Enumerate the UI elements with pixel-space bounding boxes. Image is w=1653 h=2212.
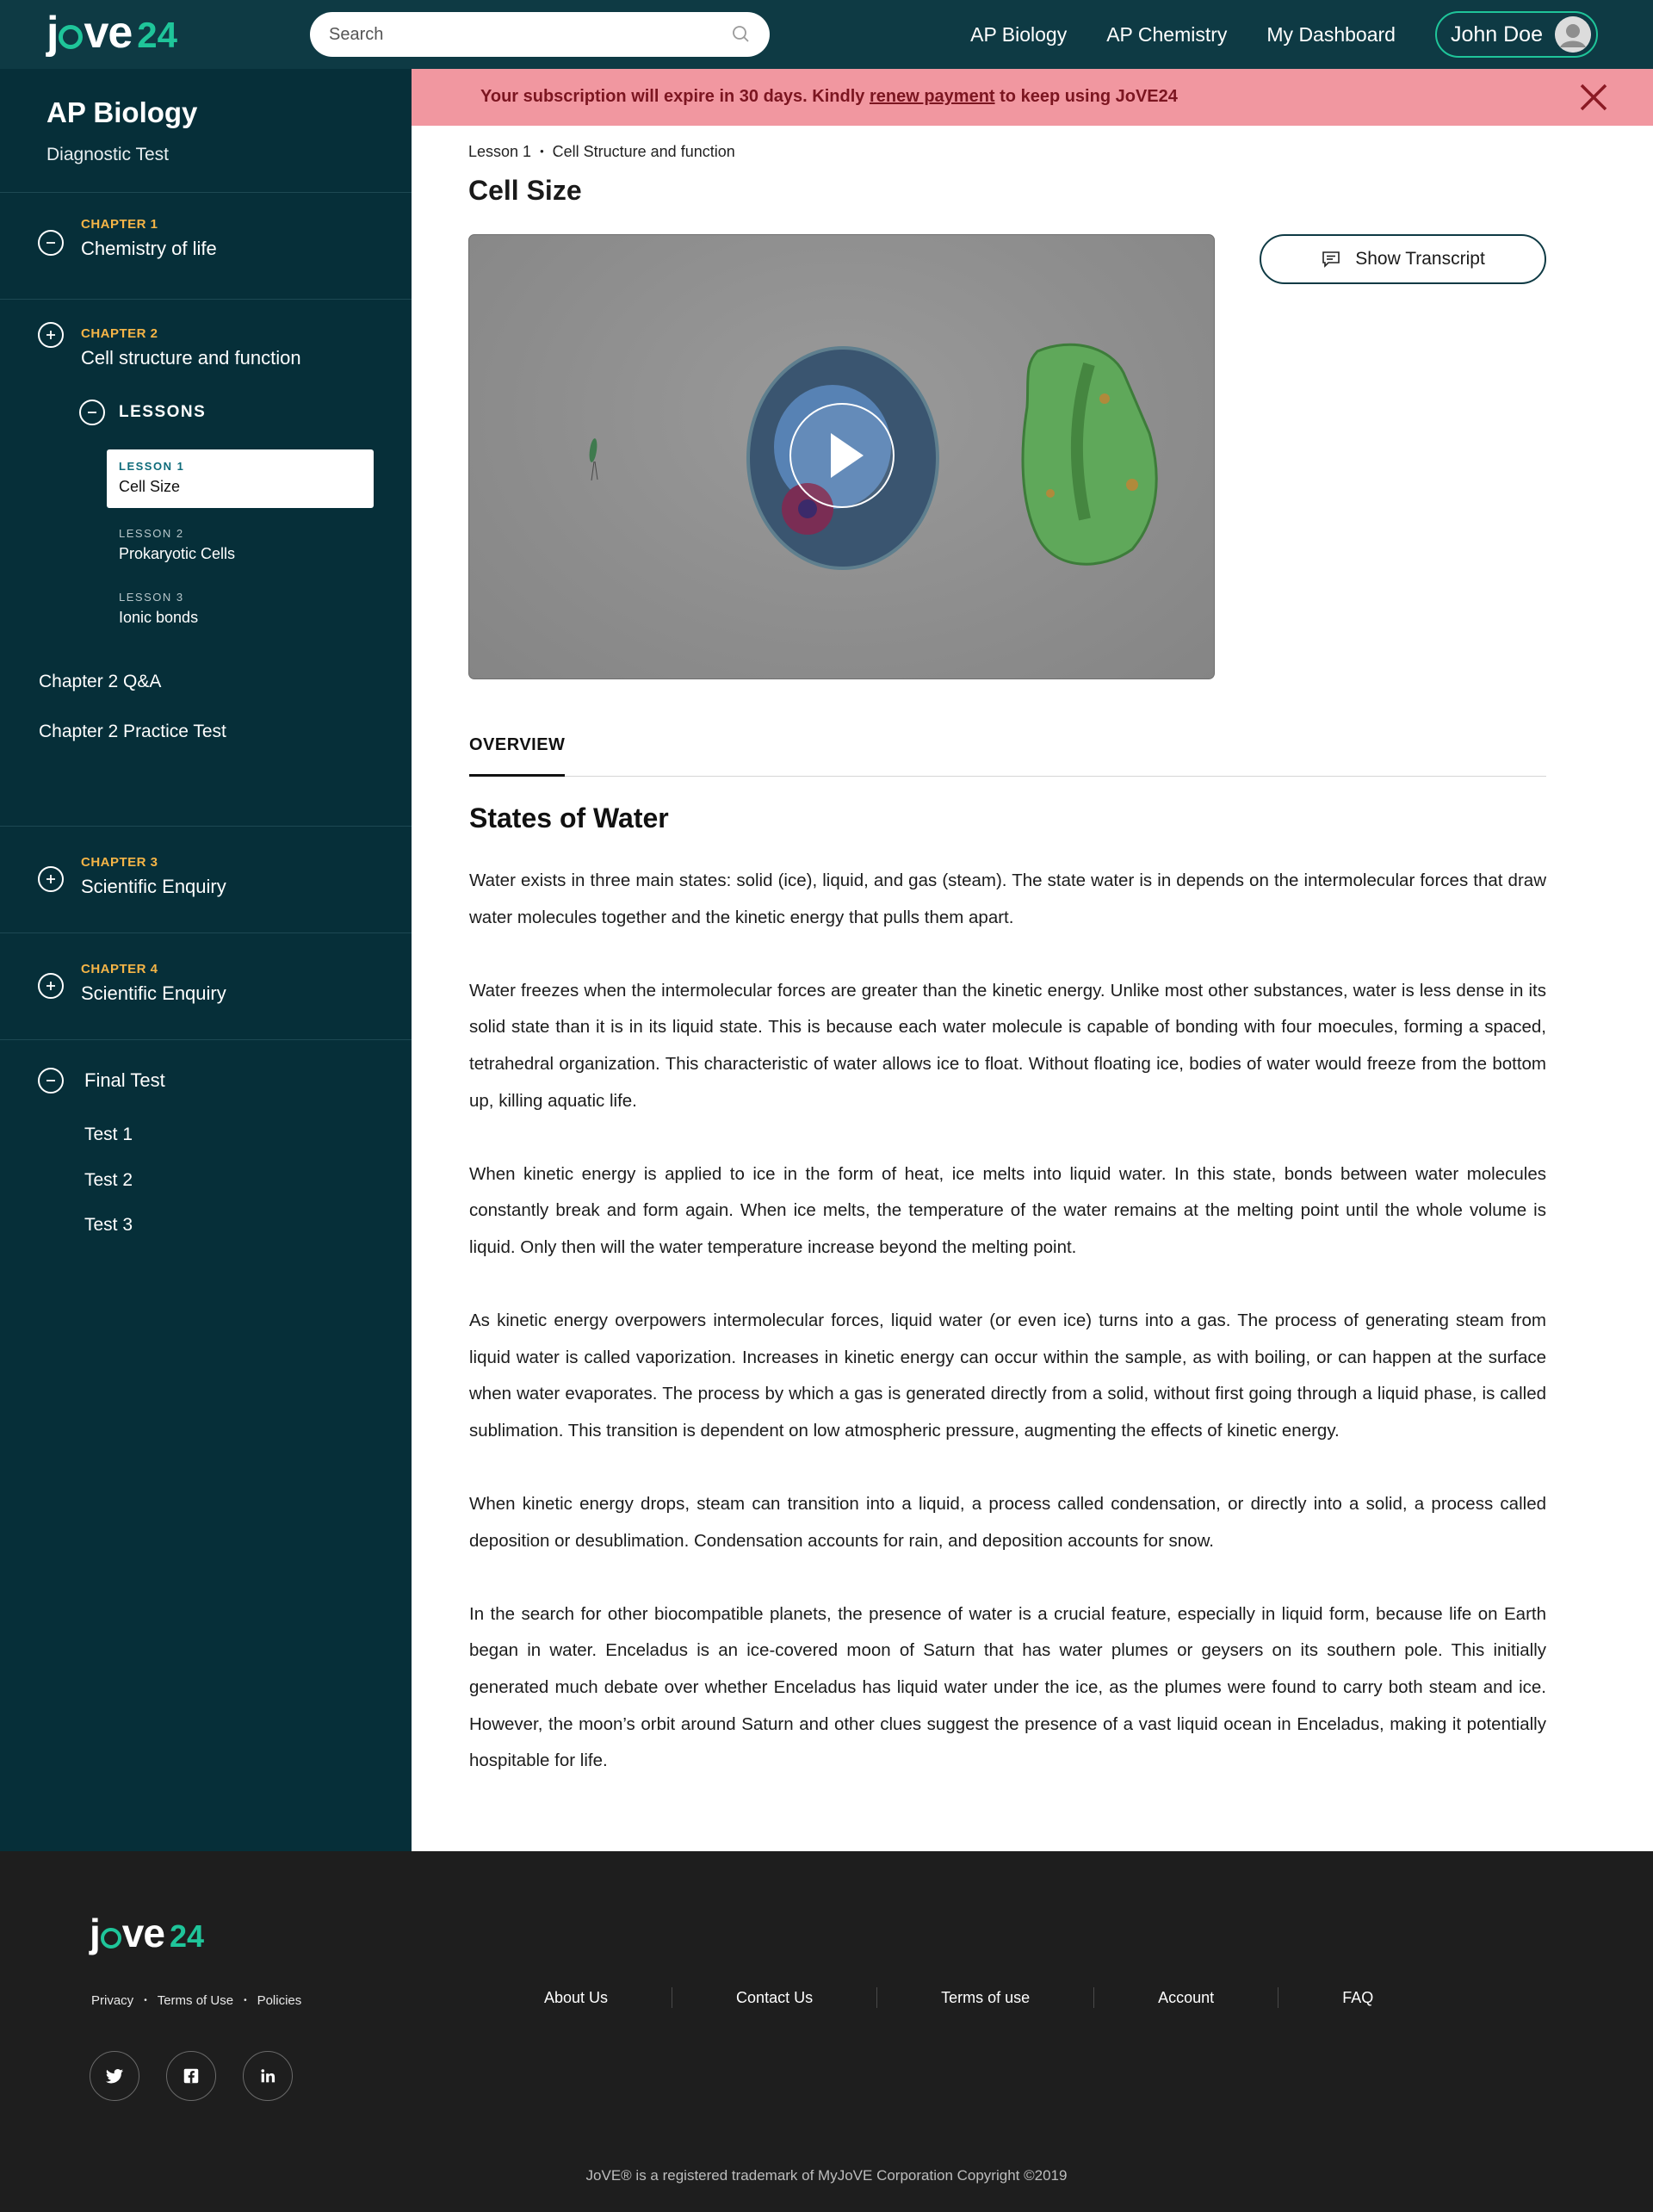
transcript-button-label: Show Transcript — [1355, 249, 1485, 269]
article-paragraph: When kinetic energy is applied to ice in the form of heat, ice melts into liquid water. In this state, bonds between water molecules constantly break and form again. When ice melts, the temperature of the water remains at the melting point until the whole volume is liquid. Only then will the water temperature increase beyond the melting point. — [469, 1163, 1546, 1257]
chapter-name: Scientific Enquiry — [81, 982, 226, 1004]
linkedin-button[interactable] — [243, 2051, 293, 2101]
lesson-tag: LESSON 2 — [119, 527, 184, 540]
dot-separator: • — [144, 1996, 147, 2005]
page-title: Cell Size — [468, 175, 582, 206]
article-paragraph: Water exists in three main states: solid (ice), liquid, and gas (steam). The state water is in depends on the intermolecular forces that draw water molecules together and the kinetic energy that pulls them apart. — [469, 871, 1546, 927]
article-paragraph: As kinetic energy overpowers intermolecular forces, liquid water (or even ice) turns into a gas. The process of generating steam from liquid water is called vaporization. Increases in kinetic energy can occur within the sample, as with boiling, or can happen at the surface when water evaporates. The process by which a gas is generated directly from a solid, without first going through a liquid phase, is called sublimation. This transition is dependent on low atmospheric pressure, augmenting the effects of kinetic energy. — [469, 1310, 1546, 1441]
twitter-button[interactable] — [90, 2051, 139, 2101]
final-test-heading[interactable]: Final Test — [84, 1069, 165, 1091]
privacy-link[interactable]: Privacy — [91, 1993, 134, 2008]
footer-contact-us-link[interactable]: Contact Us — [672, 1987, 876, 2008]
plus-icon — [44, 328, 58, 342]
transcript-chat-icon — [1321, 249, 1341, 270]
banner-message — [480, 87, 1178, 107]
renew-payment-link[interactable]: renew payment — [869, 87, 995, 106]
lesson-name: Cell Size — [119, 478, 181, 495]
nav-my-dashboard[interactable]: My Dashboard — [1266, 22, 1396, 46]
video-player[interactable] — [468, 234, 1215, 679]
plant-cell-illustration — [1023, 344, 1156, 564]
sidebar-lesson-3[interactable] — [107, 591, 374, 627]
site-footer — [0, 1851, 1653, 2212]
course-header — [0, 69, 412, 193]
sidebar-chapter-4[interactable] — [0, 933, 412, 1040]
article-paragraph: When kinetic energy drops, steam can transition into a liquid, a process called condensation, or directly into a solid, a process called deposition or desublimation. Condensation accounts for rain, and deposition accounts for snow. — [469, 1494, 1546, 1551]
expand-chapter-2-button[interactable] — [38, 322, 64, 348]
facebook-button[interactable] — [166, 2051, 216, 2101]
section-title: States of Water — [469, 802, 669, 833]
search-icon[interactable] — [730, 24, 751, 45]
sidebar-chapter-3[interactable] — [0, 827, 412, 933]
jove24-logo[interactable]: j ve 24 — [46, 8, 178, 58]
terms-of-use-link[interactable]: Terms of Use — [157, 1993, 234, 2008]
course-title: AP Biology — [46, 96, 198, 128]
video-thumbnail — [469, 235, 1215, 679]
breadcrumb-separator: • — [540, 145, 544, 158]
minus-icon — [85, 406, 99, 419]
facebook-icon — [182, 2066, 201, 2085]
footer-terms-link[interactable]: Terms of use — [876, 1987, 1093, 2008]
content-tabs — [469, 732, 1546, 777]
chapter-label: CHAPTER 1 — [81, 217, 158, 232]
breadcrumb — [468, 143, 735, 161]
breadcrumb-topic[interactable]: Cell Structure and function — [552, 143, 735, 160]
article-paragraph: In the search for other biocompatible planets, the presence of water is a crucial feature, especially in liquid form, because life on Earth began in water. Enceladus is an ice-covered moon of Saturn that has water plumes or geysers on its southern pole. This initially generated much debate over whether Enceladus has liquid water under the ice, as the plumes were found to carry both steam and ice. However, the moon’s orbit around Saturn and other clues suggest the presence of a vast liquid ocean in Enceladus, making it potentially hospitable for life. — [469, 1603, 1546, 1771]
chapter-name: Scientific Enquiry — [81, 876, 226, 897]
chapter-label: CHAPTER 2 — [81, 326, 158, 341]
plus-icon — [44, 872, 58, 886]
sidebar-lesson-2[interactable] — [107, 527, 374, 563]
legal-links — [91, 1993, 301, 2008]
show-transcript-button[interactable] — [1260, 234, 1546, 284]
lesson-name: Ionic bonds — [119, 609, 199, 626]
play-icon[interactable] — [790, 404, 894, 507]
linkedin-icon — [258, 2066, 277, 2085]
course-sidebar — [0, 69, 412, 1851]
footer-nav — [510, 1987, 1437, 2008]
footer-account-link[interactable]: Account — [1093, 1987, 1278, 2008]
top-navigation-bar — [0, 0, 1653, 69]
policies-link[interactable]: Policies — [257, 1993, 302, 2008]
lesson-name: Prokaryotic Cells — [119, 545, 236, 562]
bacterium-illustration — [588, 438, 598, 480]
plus-icon — [44, 979, 58, 993]
chapter-name: Cell structure and function — [81, 347, 301, 369]
final-test-3-link[interactable]: Test 3 — [84, 1215, 133, 1235]
sidebar-lesson-1-active[interactable] — [107, 449, 374, 508]
subscription-warning-banner — [412, 69, 1653, 126]
final-test-1-link[interactable]: Test 1 — [84, 1125, 133, 1144]
expand-chapter-3-button[interactable] — [38, 866, 64, 892]
search-input[interactable] — [329, 25, 730, 45]
chapter-2-qa-link[interactable]: Chapter 2 Q&A — [39, 672, 162, 691]
course-subtitle[interactable]: Diagnostic Test — [46, 145, 170, 164]
collapse-lessons-button[interactable] — [79, 400, 105, 425]
collapse-final-test-button[interactable] — [38, 1068, 64, 1094]
user-avatar-icon — [1555, 16, 1591, 53]
nav-ap-chemistry[interactable]: AP Chemistry — [1106, 22, 1228, 46]
article-paragraph: Water freezes when the intermolecular forces are greater than the kinetic energy. Unlike most other substances, water is less dense in its solid state than it is in its liquid state. This is because each water molecule is capable of bonding with four moecules, forming a spaced, tetrahedral organization. This characteristic of water allows ice to float. Without floating ice, bodies of water would freeze from the bottom up, killing aquatic life. — [469, 980, 1546, 1111]
chapter-2-practice-test-link[interactable]: Chapter 2 Practice Test — [39, 722, 226, 741]
overview-article — [469, 863, 1546, 1816]
user-name: John Doe — [1450, 22, 1543, 46]
nav-ap-biology[interactable]: AP Biology — [970, 22, 1068, 46]
banner-text: Your subscription will expire in 30 days. Kindly — [480, 87, 870, 106]
search-bar — [310, 12, 770, 57]
logo-o-bubble — [101, 1928, 121, 1949]
sidebar-chapter-2[interactable] — [0, 300, 412, 827]
sidebar-chapter-1[interactable] — [0, 193, 412, 300]
minus-icon — [44, 236, 58, 250]
collapse-chapter-1-button[interactable] — [38, 230, 64, 256]
footer-about-us-link[interactable]: About Us — [544, 1988, 609, 2006]
chapter-label: CHAPTER 3 — [81, 855, 158, 870]
twitter-icon — [105, 2066, 124, 2085]
lesson-tag: LESSON 1 — [119, 460, 185, 473]
copyright-text: JoVE® is a registered trademark of MyJoVE Corporation Copyright ©2019 — [585, 2167, 1068, 2184]
social-links — [90, 2051, 319, 2101]
breadcrumb-lesson[interactable]: Lesson 1 — [468, 143, 532, 160]
close-icon[interactable] — [1577, 81, 1610, 114]
final-test-2-link[interactable]: Test 2 — [84, 1170, 133, 1190]
expand-chapter-4-button[interactable] — [38, 973, 64, 999]
dot-separator: • — [244, 1996, 247, 2005]
minus-icon — [44, 1074, 58, 1087]
avatar — [1555, 16, 1591, 53]
main-nav — [970, 0, 1653, 69]
footer-faq-link[interactable]: FAQ — [1278, 1987, 1437, 2008]
lessons-heading: LESSONS — [119, 403, 207, 421]
footer-jove24-logo[interactable]: j ve 24 — [90, 1911, 204, 1955]
chapter-name: Chemistry of life — [81, 238, 217, 259]
tab-overview[interactable]: OVERVIEW — [469, 732, 565, 777]
logo-o-bubble — [59, 25, 83, 49]
user-menu-button[interactable] — [1435, 11, 1598, 58]
sidebar-final-test — [0, 1040, 412, 1264]
chapter-label: CHAPTER 4 — [81, 962, 158, 976]
banner-text-suffix: to keep using JoVE24 — [994, 87, 1178, 106]
lesson-tag: LESSON 3 — [119, 591, 184, 604]
